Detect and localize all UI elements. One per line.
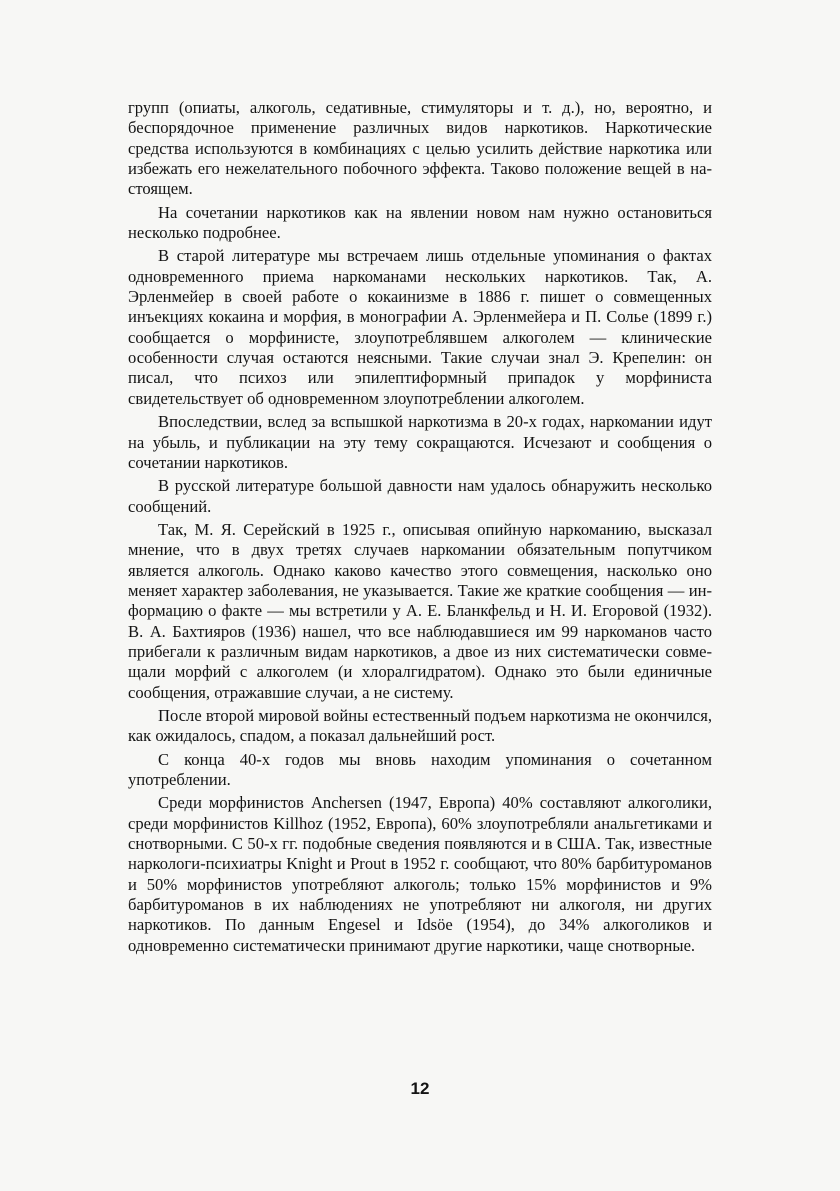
paragraph-3: В старой литературе мы встречаем лишь отдельные упоминания о фактах одновременного приема наркоманами нескольких наркотиков. Так, А. Эрленмейер в своей работе о кокаинизме в 1886 г. пишет о совмещенных инъекциях кокаина и морфия, в монографии А. Эрленмейера и П. Солье (1899 г.) сообщается о морфинисте, злоупотреблявшем алкоголем — клинические особенности случая остаются неясными. Такие случаи знал Э. Крепелин: он писал, что психоз или эпилептиформный припадок у морфиниста свидетельствует об одновременном злоупотреблении алкоголем. [128,246,712,408]
paragraph-1: групп (опиаты, алкоголь, седативные, стимуляторы и т. д.), но, вероятно, и беспорядочное применение различных видов наркотиков. Наркотические средства используются в комбинациях с целью усилить действие наркотика или избежать его нежелательного побочного эффекта. Таково положение вещей в настоящем. [128,98,712,199]
paragraph-5: В русской литературе большой давности нам удалось обнаружить несколько сообщений. [128,476,712,516]
paragraph-6: Так, М. Я. Серейский в 1925 г., описывая опийную наркоманию, высказал мнение, что в двух третях случаев наркомании обязательным попутчиком является алкоголь. Однако каково качество этого совмещения, насколько оно меняет характер заболевания, не указывается. Такие же краткие сообщения — информацию о факте — мы встретили у А. Е. Бланкфельд и Н. И. Егоровой (1932). В. А. Бахтияров (1936) нашел, что все наблюдавшиеся им 99 наркоманов часто прибегали к различным видам наркотиков, а двое из них систематически совмещали морфий с алкоголем (и хлоралгидратом). Однако это были единичные сообщения, отражавшие случаи, а не систему. [128,519,712,702]
paragraph-2: На сочетании наркотиков как на явлении новом нам нужно остановиться несколько подробнее. [128,202,712,243]
paragraph-8: С конца 40-х годов мы вновь находим упоминания о сочетанном употреблении. [128,749,712,789]
paragraph-7: После второй мировой войны естественный подъем наркотизма не окончился, как ожидалось, спадом, а показал дальнейший рост. [128,705,712,746]
paragraph-4: Впоследствии, вслед за вспышкой наркотизма в 20-х годах, наркомании идут на убыль, и публикации на эту тему сокращаются. Исчезают и сообщения о сочетании наркотиков. [128,412,712,472]
page-number: 12 [410,1079,430,1098]
paragraph-9: Среди морфинистов Anchersen (1947, Европа) 40% составляют алкоголики, среди морфинистов Killhoz (1952, Европа), 60% злоупотребляли анальгетиками и снотворными. С 50-х гг. подобные сведения появляются и в США. Так, известные наркологи-психиатры Knight и Prout в 1952 г. сообщают, что 80% барбитуроманов и 50% морфинистов употребляют алкоголь; только 15% морфинистов и 9% барбитуроманов в их наблюдениях не употребляют ни алкоголя, ни других наркотиков. По данным Engesel и Idsöe (1954), до 34% алкоголиков и одновременно систематически принимают другие наркотики, чаще снотворные. [128,793,712,955]
body-text [128,98,712,959]
